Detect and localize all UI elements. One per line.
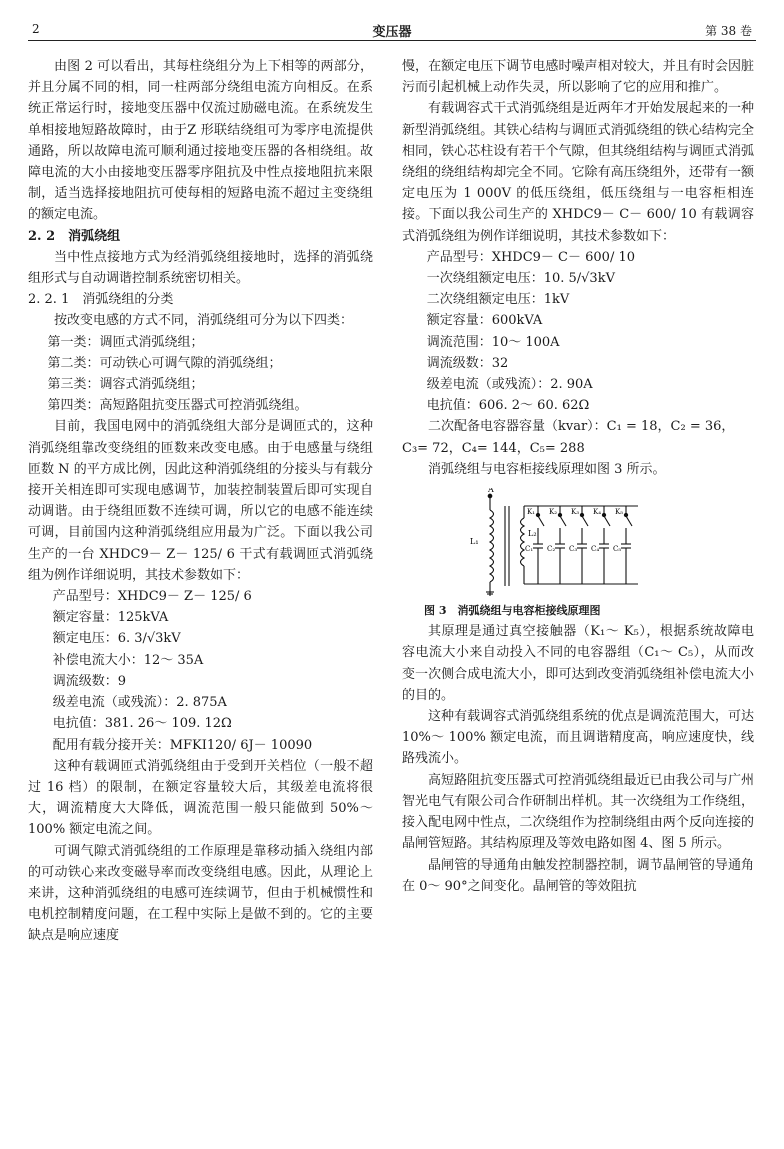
capacitor-branch [599, 506, 610, 584]
list-item: 第一类：调匝式消弧绕组； [47, 334, 204, 350]
paragraph: 高短路阻抗变压器式可控消弧绕组最近已由我公司与广州智光电气有限公司合作研制出样机。其一次绕组为工作绕组，接入配电网中性点，二次绕组作为控制绕组由两个反向连接的晶闸管短路。其结构原理及等效电路如图 4、图 5 所示。 [402, 772, 754, 852]
paragraph: 可调气隙式消弧绕组的工作原理是靠移动插入绕组内部的可动铁心来改变磁导率而改变绕组电感。因此，从理论上来讲，这种消弧绕组的电感可连续调节，但由于机械惯性和电机控制精度问题，在工程中实际上是做不到的。它的主要缺点是响应速度 [28, 843, 373, 944]
list-item: 第四类：高短路阻抗变压器式可控消弧绕组。 [47, 398, 308, 414]
list-item: 第二类：可动铁心可调气隙的消弧绕组； [47, 355, 282, 371]
switch-label: K₅ [615, 508, 624, 517]
capacitor-branch [555, 506, 566, 584]
paragraph: 按改变电感的方式不同，消弧绕组可分为以下四类： [54, 313, 354, 329]
section-heading: 2. 2 消弧绕组 [28, 228, 121, 244]
l1-label: L₁ [470, 537, 479, 547]
param-item: 配用有载分接开关：MFKI120/ 6J－ 10090 [52, 737, 313, 753]
paragraph: 慢，在额定电压下调节电感时噪声相对较大，并且有时会因脏污而引起机械上动作失灵，所以影响了它的应用和推广。 [402, 59, 754, 96]
paragraph: 消弧绕组与电容柜接线原理如图 3 所示。 [428, 461, 666, 477]
paragraph: 晶闸管的导通角由触发控制器控制，调节晶闸管的导通角在 0～ 90°之间变化。晶闸管的等效阻抗 [402, 857, 754, 894]
param-item: 调流级数：9 [52, 673, 126, 689]
capacitor-label: C₃ [569, 545, 578, 554]
figure-caption: 图 3 消弧绕组与电容柜接线原理图 [424, 604, 601, 618]
param-item: 二次绕组额定电压：1kV [426, 292, 570, 308]
right-column [402, 56, 754, 897]
left-column [28, 56, 373, 947]
param-item: 级差电流（或残流）：2. 90A [426, 377, 593, 393]
switch-label: K₂ [549, 508, 558, 517]
volume-label: 第 38 卷 [705, 24, 752, 38]
capacitor-label: C₂ [547, 545, 556, 554]
switch-label: K₁ [527, 508, 536, 517]
param-item: 额定电压：6. 3/√3kV [52, 631, 181, 647]
page-number: 2 [32, 22, 40, 36]
switch-label: K₄ [593, 508, 602, 517]
paragraph: 由图 2 可以看出，其每柱绕组分为上下相等的两部分，并且分属不同的相，同一柱两部分绕组电流方向相反。在系统正常运行时，接地变压器中仅流过励磁电流。在系统发生单相接地短路故障时，由于Z 形联结绕组可为零序电流提供通路，所以故障电流可顺利通过接地变压器的各相绕组。故障电流的大小由接地变压器零序阻抗及中性点接地阻抗来限制，适当选择接地阻抗可使每相的短路电流不超过主变绕组的额定电流。 [28, 59, 373, 223]
l2-label: L₂ [528, 529, 537, 539]
param-item: 电抗值：606. 2～ 60. 62Ω [426, 398, 590, 414]
journal-name: 变压器 [372, 25, 412, 40]
param-item: 额定容量：600kVA [426, 313, 543, 329]
paragraph: 这种有载调匝式消弧绕组由于受到开关档位（一般不超过 16 档）的限制，在额定容量较大后，其级差电流将很大，调流精度大大降低，调流范围一般只能做到 50%～ 100% 额定电流之间。 [28, 758, 373, 838]
param-item: 电抗值：381. 26～ 109. 12Ω [52, 716, 232, 732]
capacitor-branch [577, 506, 588, 584]
param-item: 一次绕组额定电压：10. 5/√3kV [426, 271, 615, 287]
paragraph: 有载调容式干式消弧绕组是近两年才开始发展起来的一种新型消弧绕组。其铁心结构与调匝式消弧绕组的铁心结构完全相同，铁心芯柱设有若干个气隙，但其绕组结构与调匝式消弧绕组的绕组结构却完全不同。它除有高压绕组外，还带有一额定电压为 1 000V 的低压绕组，低压绕组与一电容柜相连接。下面以我公司生产的 XHDC9－ C－ 600/ 10 有载调容式消弧绕组为例作详细说明，其技术参数如下： [402, 101, 754, 244]
page-header [28, 18, 756, 41]
paragraph: 其原理是通过真空接触器（K₁～ K₅），根据系统故障电容电流大小来自动投入不同的电容器组（C₁～ C₅），从而改变一次侧合成电流大小，即可达到改变消弧绕组补偿电流大小的目的。 [402, 624, 754, 703]
capacitor-branches [525, 506, 632, 584]
capacitor-label: C₅ [613, 545, 622, 554]
param-item: 额定容量：125kVA [52, 610, 169, 626]
capacitor-spec: 二次配备电容器容量（kvar）：C₁ = 18，C₂ = 36， [428, 419, 735, 435]
param-item: 补偿电流大小：12～ 35A [52, 652, 204, 668]
capacitor-branch [621, 506, 632, 584]
capacitor-label: C₁ [525, 545, 534, 554]
param-item: 产品型号：XHDC9－ C－ 600/ 10 [426, 249, 635, 265]
terminal-a-label: A [488, 488, 494, 495]
subsection-heading: 2. 2. 1 消弧绕组的分类 [28, 292, 174, 308]
param-item: 调流范围：10～ 100A [426, 334, 560, 350]
param-item: 级差电流（或残流）：2. 875A [52, 695, 227, 711]
paragraph: 当中性点接地方式为经消弧绕组接地时，选择的消弧绕组形式与自动调谐控制系统密切相关。 [28, 249, 373, 287]
wiring-diagram [402, 488, 754, 600]
capacitor-branch [533, 506, 544, 584]
param-item: 产品型号：XHDC9－ Z－ 125/ 6 [52, 589, 252, 605]
capacitor-spec-cont: C₃= 72，C₄= 144，C₅= 288 [402, 440, 585, 456]
list-item: 第三类：调容式消弧绕组； [47, 377, 204, 393]
capacitor-label: C₄ [591, 545, 600, 554]
switch-label: K₃ [571, 508, 580, 517]
terminal-x-label [488, 599, 494, 600]
circuit-svg [402, 488, 754, 600]
param-item: 调流级数：32 [426, 355, 509, 371]
paragraph: 这种有载调容式消弧绕组系统的优点是调流范围大，可达 10%～ 100% 额定电流，而且调谐精度高，响应速度快，线路残流小。 [402, 709, 754, 767]
paragraph: 目前，我国电网中的消弧绕组大部分是调匝式的，这种消弧绕组靠改变绕组的匝数来改变电感。由于电感量与绕组匝数 N 的平方成比例，因此这种消弧绕组的分接头与有载分接开关相连即可实现电感调节，加装控制装置后即可实现自动调谐。由于绕组匝数不连续可调，所以它的电感不能连续可调，目前国内这种消弧绕组应用最为广泛。下面以我公司生产的一台 XHDC9－ Z－ 125/ 6 干式有载调匝式消弧绕组为例作详细说明，其技术参数如下： [28, 419, 373, 583]
